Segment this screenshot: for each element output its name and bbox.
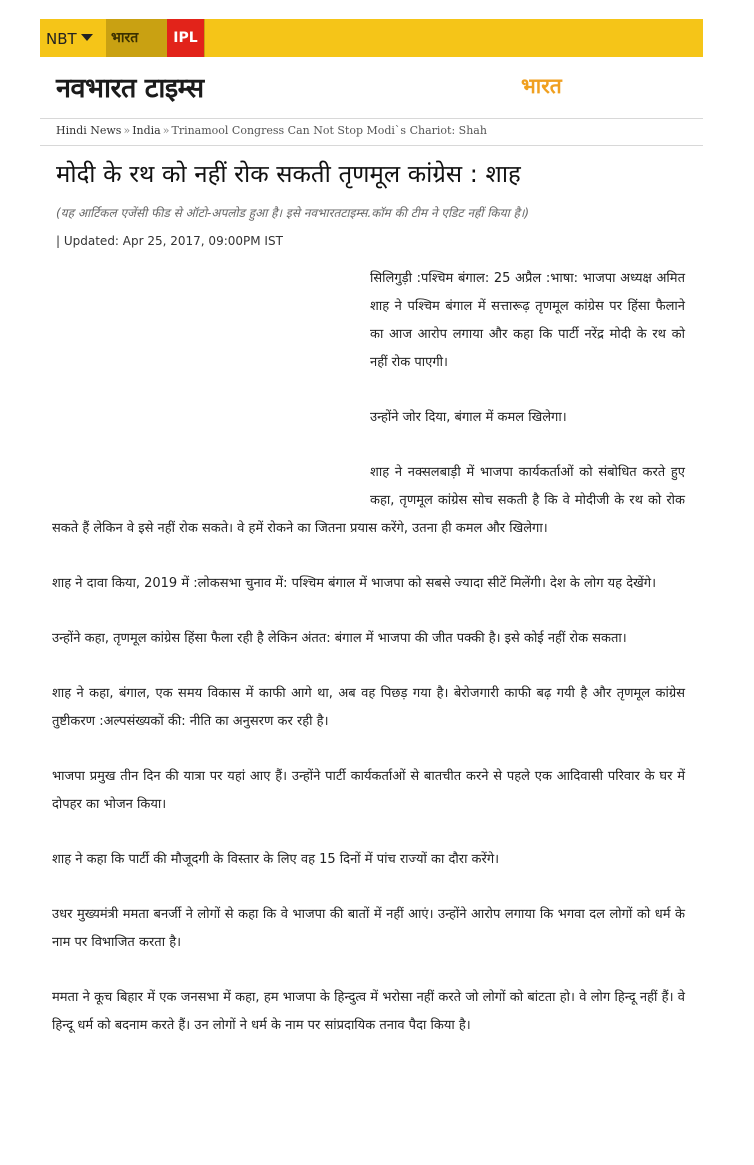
section-title[interactable]: भारत — [521, 74, 562, 98]
article-paragraph: उन्होंने कहा, तृणमूल कांग्रेस हिंसा फैला रही है लेकिन अंतत: बंगाल में भाजपा की जीत पक्की है। इसे कोई नहीं रोक सकता। — [52, 631, 627, 646]
breadcrumb-link-home[interactable]: Hindi News — [56, 124, 122, 137]
nav-tab-ipl[interactable]: IPL — [167, 19, 204, 57]
site-logo[interactable]: नवभारत टाइम्स — [56, 73, 204, 104]
article-paragraph: शाह ने दावा किया, 2019 में :लोकसभा चुनाव में: पश्चिम बंगाल में भाजपा को सबसे ज्यादा सीटें मिलेंगी। देश के लोग यह देखेंगे। — [52, 576, 657, 591]
article-headline: मोदी के रथ को नहीं रोक सकती तृणमूल कांग्रेस : शाह — [56, 160, 521, 188]
divider — [40, 118, 703, 119]
top-nav-bar — [40, 19, 703, 57]
article-paragraph: शाह ने कहा कि पार्टी की मौजूदगी के विस्तार के लिए वह 15 दिनों में पांच राज्यों का दौरा करेंगे। — [52, 852, 500, 867]
breadcrumb — [56, 124, 487, 137]
media-placeholder — [52, 265, 370, 515]
breadcrumb-separator: » — [123, 124, 131, 137]
breadcrumb-current: Trinamool Congress Can Not Stop Modi`s Chariot: Shah — [171, 124, 487, 137]
updated-timestamp: | Updated: Apr 25, 2017, 09:00PM IST — [56, 234, 283, 248]
nav-tab-bharat-label: भारत — [111, 30, 139, 46]
nbt-menu-button[interactable] — [46, 19, 93, 57]
article-paragraph: सिलिगुड़ी :पश्चिम बंगाल: 25 अप्रैल :भाषा: भाजपा अध्यक्ष अमित शाह ने पश्चिम बंगाल में सत्तारूढ़ तृणमूल कांग्रेस पर हिंसा फैलाने का आज आरोप लगाया और कहा कि पार्टी नरेंद्र मोदी के रथ को नहीं रोक पाएगी। — [370, 271, 685, 370]
nbt-label: NBT — [46, 30, 77, 48]
breadcrumb-link-india[interactable]: India — [132, 124, 161, 137]
article-paragraph: उन्होंने जोर दिया, बंगाल में कमल खिलेगा। — [370, 410, 567, 425]
article-paragraph: भाजपा प्रमुख तीन दिन की यात्रा पर यहां आए हैं। उन्होंने पार्टी कार्यकर्ताओं से बातचीत करने से पहले एक आदिवासी परिवार के घर में दोपहर का भोजन किया। — [52, 769, 685, 812]
article-paragraph: उधर मुख्यमंत्री ममता बनर्जी ने लोगों से कहा कि वे भाजपा की बातों में नहीं आएं। उन्होंने आरोप लगाया कि भगवा दल लोगों को धर्म के नाम पर विभाजित करता है। — [52, 907, 685, 950]
article-paragraph: शाह ने नक्सलबाड़ी में भाजपा कार्यकर्ताओं को संबोधित करते हुए कहा, तृणमूल कांग्रेस सोच सकती है कि वे मोदीजी के रथ को रोक सकते हैं लेकिन वे इसे नहीं रोक सकते। वे हमें रोकने का जितना प्रयास करेंगे, उतना ही कमल और खिलेगा। — [52, 465, 685, 536]
article-body — [52, 265, 685, 1067]
breadcrumb-separator: » — [162, 124, 170, 137]
caret-down-icon — [81, 34, 93, 41]
article-paragraph: शाह ने कहा, बंगाल, एक समय विकास में काफी आगे था, अब वह पिछड़ गया है। बेरोजगारी काफी बढ़ गयी है और तृणमूल कांग्रेस तुष्टीकरण :अल्पसंख्यकों की: नीति का अनुसरण कर रही है। — [52, 686, 685, 729]
article-paragraph: ममता ने कूच बिहार में एक जनसभा में कहा, हम भाजपा के हिन्दुत्व में भरोसा नहीं करते जो लोगों को बांटता हो। वे लोग हिन्दू नहीं हैं। वे हिन्दू धर्म को बदनाम करते हैं। उन लोगों ने धर्म के नाम पर सांप्रदायिक तनाव पैदा किया है। — [52, 990, 685, 1033]
divider — [40, 145, 703, 146]
agency-disclaimer: (यह आर्टिकल एजेंसी फीड से ऑटो-अपलोड हुआ है। इसे नवभारतटाइम्स.कॉम की टीम ने एडिट नहीं किया है।) — [56, 206, 530, 220]
